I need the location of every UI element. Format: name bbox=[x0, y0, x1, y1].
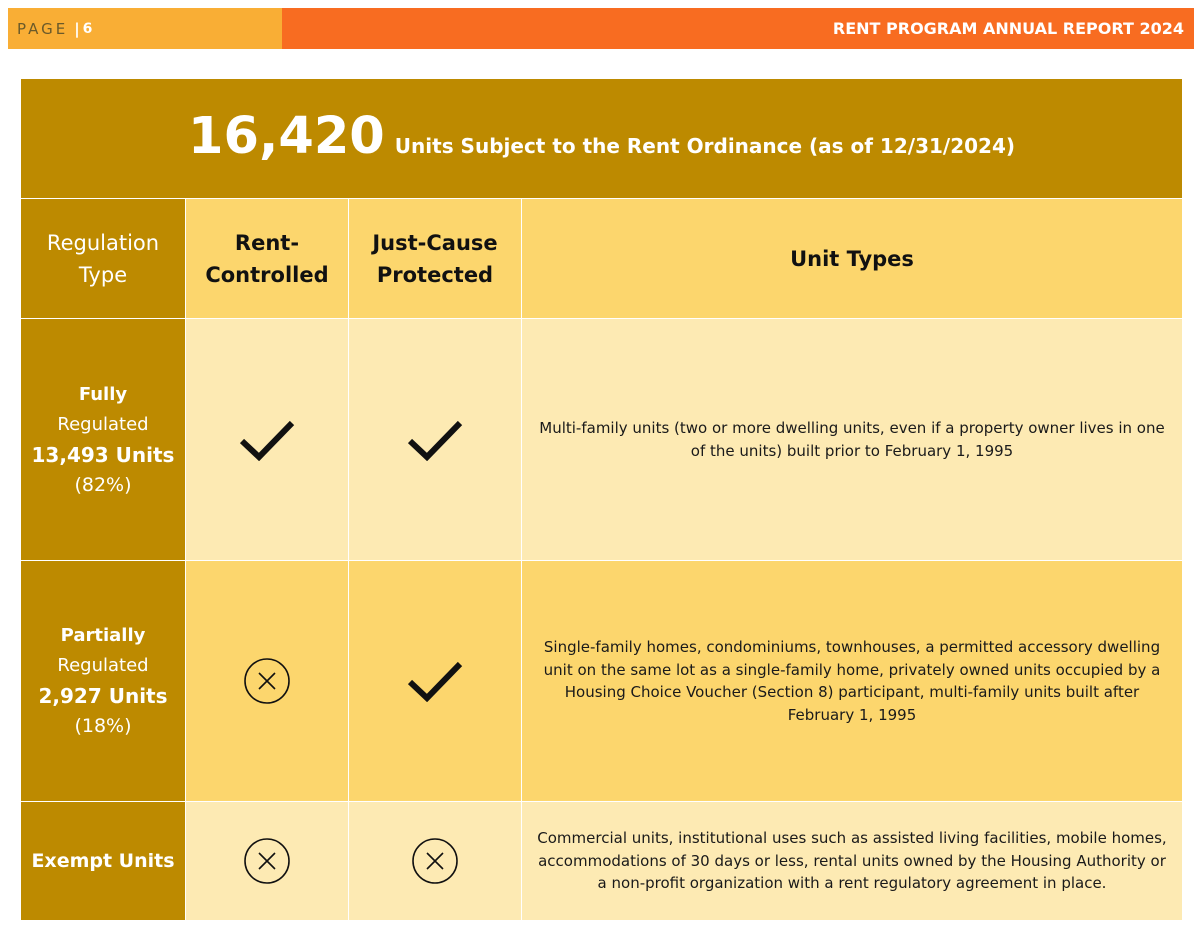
exempt-description-cell bbox=[522, 802, 1182, 920]
circle-x-icon bbox=[243, 837, 291, 885]
header-unit-types bbox=[522, 199, 1182, 318]
circle-x-icon bbox=[243, 657, 291, 705]
exempt-rent-controlled-cell bbox=[186, 802, 348, 920]
check-icon bbox=[406, 660, 464, 702]
header-just-cause bbox=[349, 199, 521, 318]
fully-percent: (82%) bbox=[74, 473, 132, 496]
header-just-cause-line1: Just-Cause bbox=[372, 230, 498, 255]
fully-line1: Fully bbox=[78, 383, 128, 405]
header-regulation-type bbox=[21, 199, 185, 318]
fully-just-cause-cell bbox=[349, 319, 521, 560]
partially-percent: (18%) bbox=[74, 715, 132, 737]
fully-rent-controlled-cell bbox=[186, 319, 348, 560]
regulation-table bbox=[21, 79, 1182, 920]
fully-units: 13,493 Units bbox=[31, 442, 175, 467]
check-icon bbox=[406, 419, 464, 461]
exempt-units-label: Exempt Units bbox=[31, 850, 175, 872]
partially-just-cause-cell bbox=[349, 561, 521, 801]
header-rent-controlled bbox=[186, 199, 348, 318]
check-icon bbox=[238, 419, 296, 461]
header-just-cause-line2: Protected bbox=[376, 262, 494, 287]
partially-description-cell bbox=[522, 561, 1182, 801]
header-regulation-line1: Regulation bbox=[46, 230, 160, 255]
partially-line2: Regulated bbox=[57, 655, 149, 676]
header-rent-controlled-line1: Rent- bbox=[234, 230, 300, 255]
total-units-caption: Units Subject to the Rent Ordinance (as of 12/31/2024) bbox=[394, 133, 1016, 158]
header-regulation-line2: Type bbox=[78, 262, 128, 287]
partially-line1: Partially bbox=[60, 625, 146, 646]
page-number: 6 bbox=[82, 20, 93, 37]
partially-units: 2,927 Units bbox=[38, 684, 168, 708]
fully-description: Multi-family units (two or more dwelling units, even if a property owner lives in one of the units) built prior to February 1, 1995 bbox=[539, 419, 1165, 460]
header-rent-controlled-line2: Controlled bbox=[205, 262, 329, 287]
report-title: RENT PROGRAM ANNUAL REPORT 2024 bbox=[832, 19, 1184, 38]
page-header bbox=[8, 8, 1194, 49]
exempt-just-cause-cell bbox=[349, 802, 521, 920]
row-partially-regulated-label bbox=[21, 561, 185, 801]
circle-x-icon bbox=[411, 837, 459, 885]
exempt-description: Commercial units, institutional uses such as assisted living facilities, mobile homes, accommodations of 30 days or less, rental units owned by the Housing Authority or a non-profit organization with a rent regulatory agreement in place. bbox=[537, 829, 1167, 893]
header-unit-types-label: Unit Types bbox=[790, 246, 914, 271]
total-units-banner bbox=[21, 79, 1182, 198]
fully-line2: Regulated bbox=[57, 413, 149, 435]
page-label: PAGE bbox=[17, 19, 69, 38]
total-units-number: 16,420 bbox=[187, 107, 385, 166]
partially-rent-controlled-cell bbox=[186, 561, 348, 801]
row-exempt-label bbox=[21, 802, 185, 920]
fully-description-cell bbox=[522, 319, 1182, 560]
row-fully-regulated-label bbox=[21, 319, 185, 560]
partially-description: Single-family homes, condominiums, townhouses, a permitted accessory dwelling unit on the same lot as a single-family home, privately owned units occupied by a Housing Choice Voucher (Section 8) participant, multi-family units built after February 1, 1995 bbox=[543, 638, 1161, 724]
page-separator: | bbox=[74, 19, 80, 38]
page-indicator bbox=[8, 8, 282, 49]
report-title-bar bbox=[282, 8, 1194, 49]
